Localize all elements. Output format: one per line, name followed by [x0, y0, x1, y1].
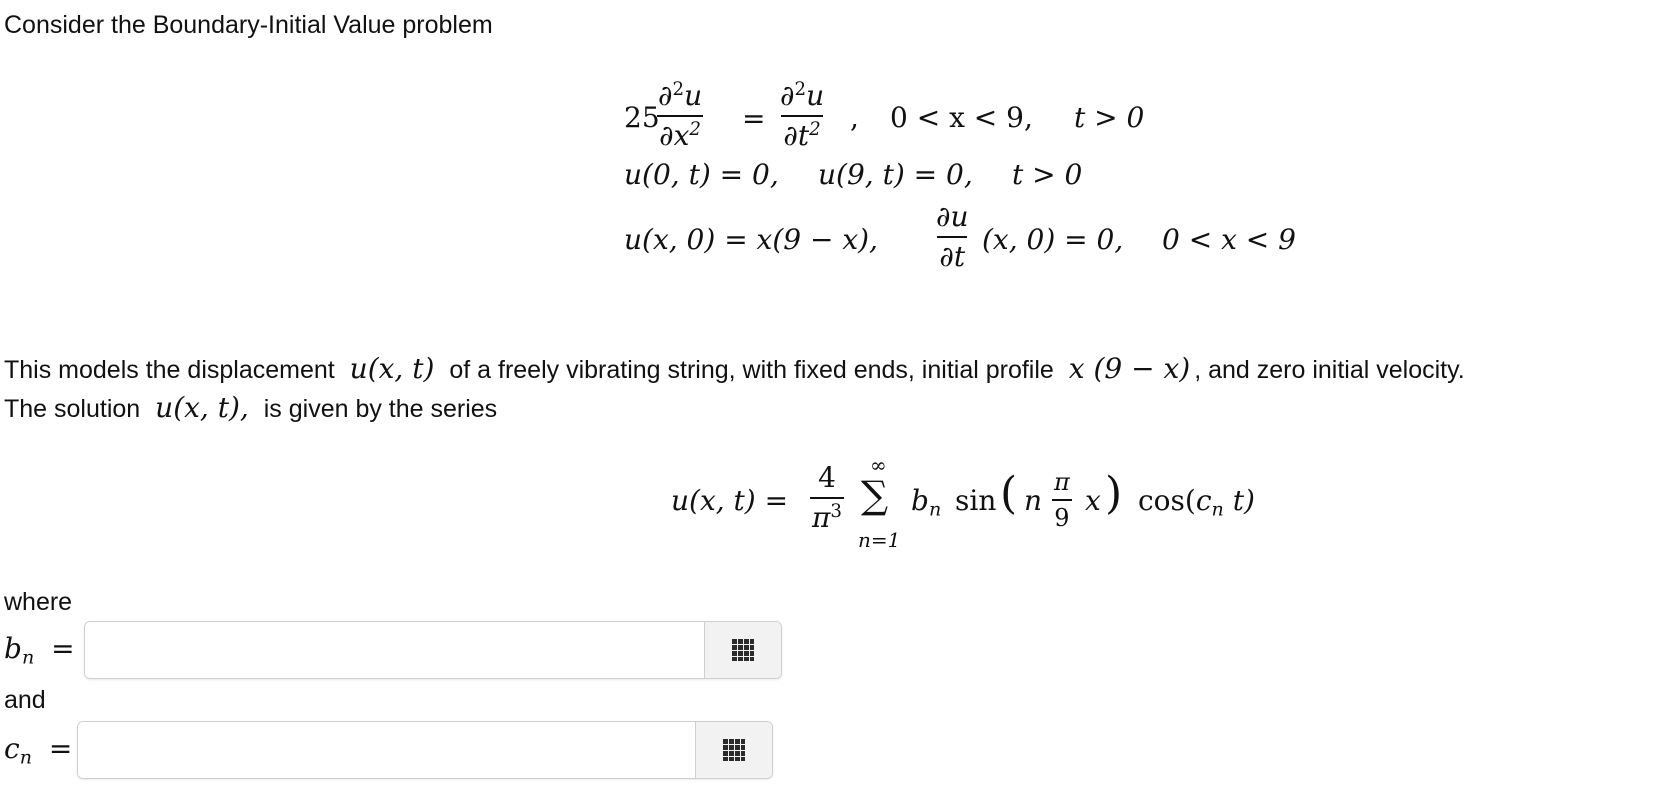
coefficient-bn: $b_n$	[911, 484, 942, 521]
grid-icon	[731, 638, 755, 662]
cn-field-group	[77, 721, 773, 779]
cn-math-pad-button[interactable]	[695, 722, 772, 778]
ic-velocity-fraction: $\frac{\partial u}{\partial t}$	[936, 200, 969, 273]
inner-n: n	[1024, 484, 1043, 517]
sum-lower-limit: n=1	[858, 528, 901, 552]
description-line-1: This models the displacement u(x, t) of a freely vibrating string, with fixed ends, initial profile x (9 − x) , and zero initial velocity.	[4, 352, 1465, 385]
ic-displacement: u(x, 0) = x(9 − x),	[624, 223, 878, 256]
inline-math-u: u(x, t)	[349, 352, 435, 385]
equals-sign: =	[742, 102, 766, 135]
sum-upper-limit: ∞	[870, 453, 887, 477]
cn-input[interactable]	[78, 722, 695, 778]
pde-domain: 0 < x < 9,	[890, 101, 1033, 134]
intro-text: Consider the Boundary-Initial Value problem	[4, 11, 493, 39]
series-coefficient-fraction: $\frac{4}{\pi^3}$	[812, 461, 842, 534]
bn-input[interactable]	[85, 622, 704, 678]
inner-x: x	[1085, 484, 1101, 517]
where-label: where	[4, 588, 73, 616]
bn-label: $b_n$ =	[4, 632, 75, 669]
pi-over-nine: $\frac{\pi}{9}$	[1054, 468, 1070, 532]
bc-left: u(0, t) = 0,	[624, 158, 779, 191]
description-line-2: The solution u(x, t), is given by the series	[4, 391, 498, 424]
pde-rhs-fraction: $\frac{\partial^2u}{\partial t^2}$	[780, 79, 825, 152]
pde-lhs-fraction: $\frac{\partial^2u}{\partial x^2}$	[658, 79, 703, 152]
pde-time: t > 0	[1074, 101, 1145, 134]
ic-range: 0 < x < 9	[1162, 223, 1296, 256]
inline-math-profile: x (9 − x)	[1068, 352, 1191, 385]
bn-field-group	[84, 621, 782, 679]
right-paren: )	[1105, 468, 1123, 519]
cn-label: $c_n$ =	[4, 732, 73, 769]
cos-function: $\cos(c_n$ t)	[1138, 484, 1255, 521]
inline-math-solution: u(x, t),	[155, 391, 249, 424]
ic-velocity: (x, 0) = 0,	[982, 223, 1124, 256]
and-label: and	[4, 686, 46, 714]
bn-math-pad-button[interactable]	[704, 622, 781, 678]
sin-function: sin	[955, 484, 997, 517]
grid-icon	[722, 738, 746, 762]
series-lhs: u(x, t) =	[671, 484, 789, 517]
pde-coefficient: 25	[624, 101, 660, 134]
sum-symbol: ∑	[861, 473, 889, 517]
bc-time: t > 0	[1012, 158, 1083, 191]
bc-right: u(9, t) = 0,	[818, 158, 973, 191]
left-paren: (	[1000, 468, 1018, 519]
